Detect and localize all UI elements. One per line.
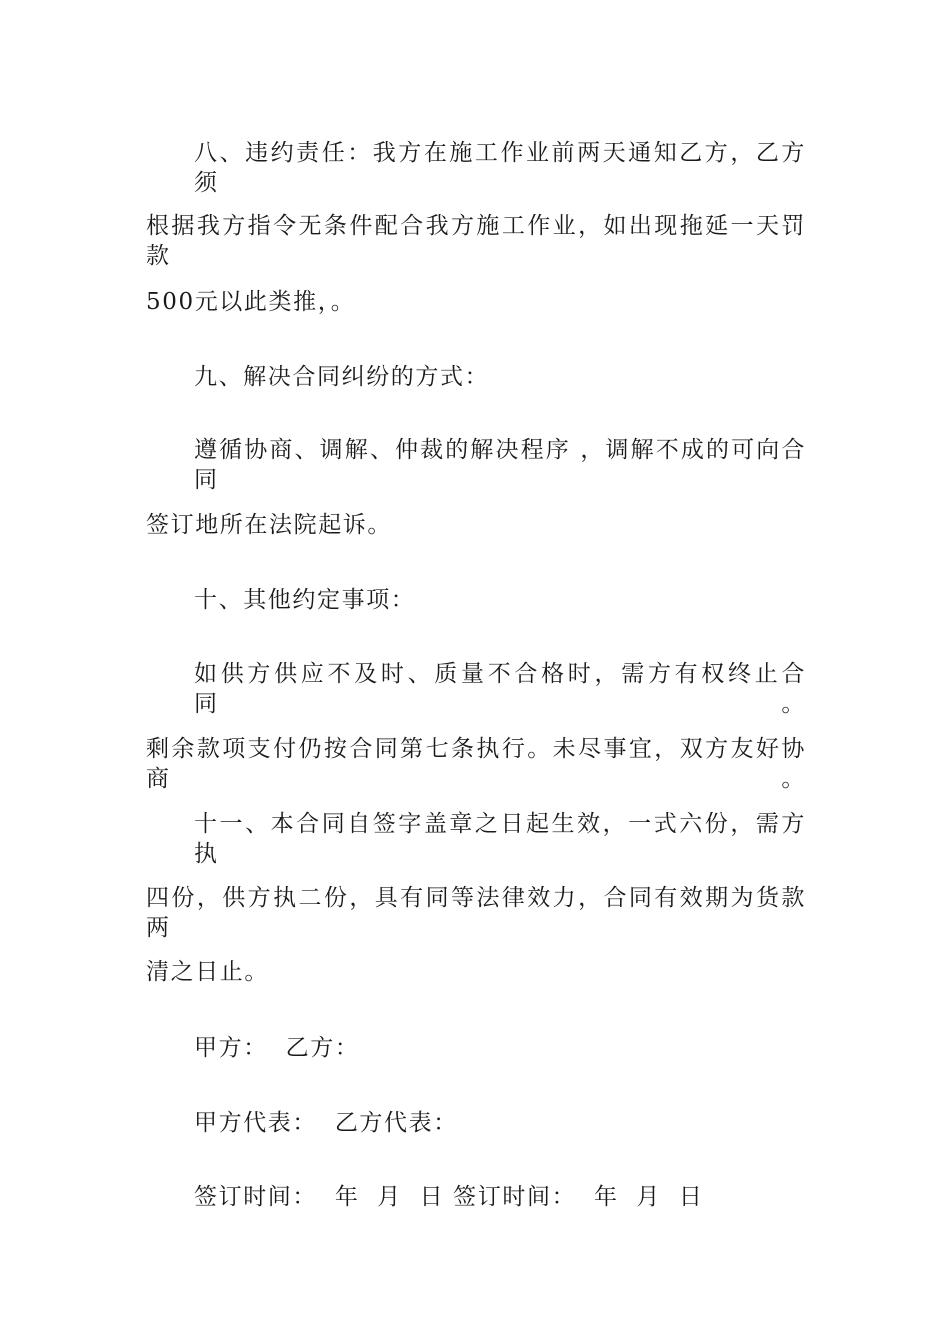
clause-11-line-3: 清之日止。 bbox=[146, 959, 269, 985]
clause-9-heading: 九、解决合同纠纷的方式： bbox=[194, 364, 490, 390]
clause-11-line-2: 四份，供方执二份，具有同等法律效力，合同有效期为货款两 bbox=[146, 885, 806, 941]
clause-11-line-1: 十一、本合同自签字盖章之日起生效，一式六份，需方执 bbox=[194, 811, 806, 867]
clause-8-line-1: 八、违约责任：我方在施工作业前两天通知乙方，乙方须 bbox=[194, 140, 806, 196]
signature-representatives: 甲方代表： 乙方代表： bbox=[194, 1110, 458, 1136]
clause-10-line-2: 剩余款项支付仍按合同第七条执行。未尽事宜，双方友好协商。 bbox=[146, 736, 806, 792]
clause-8-line-3: 500元以此类推，。 bbox=[146, 289, 356, 315]
clause-10-heading: 十、其他约定事项： bbox=[194, 587, 416, 613]
clause-9-line-1: 遵循协商、调解、仲裁的解决程序 ，调解不成的可向合同 bbox=[194, 437, 806, 493]
clause-9-line-2: 签订地所在法院起诉。 bbox=[146, 512, 392, 538]
signature-dates: 签订时间： 年 月 日 签订时间： 年 月 日 bbox=[194, 1184, 704, 1210]
clause-8-line-2: 根据我方指令无条件配合我方施工作业，如出现拖延一天罚款 bbox=[146, 213, 806, 269]
signature-parties: 甲方： 乙方： bbox=[194, 1035, 360, 1061]
clause-10-line-1: 如供方供应不及时、质量不合格时，需方有权终止合同。 bbox=[194, 661, 806, 717]
